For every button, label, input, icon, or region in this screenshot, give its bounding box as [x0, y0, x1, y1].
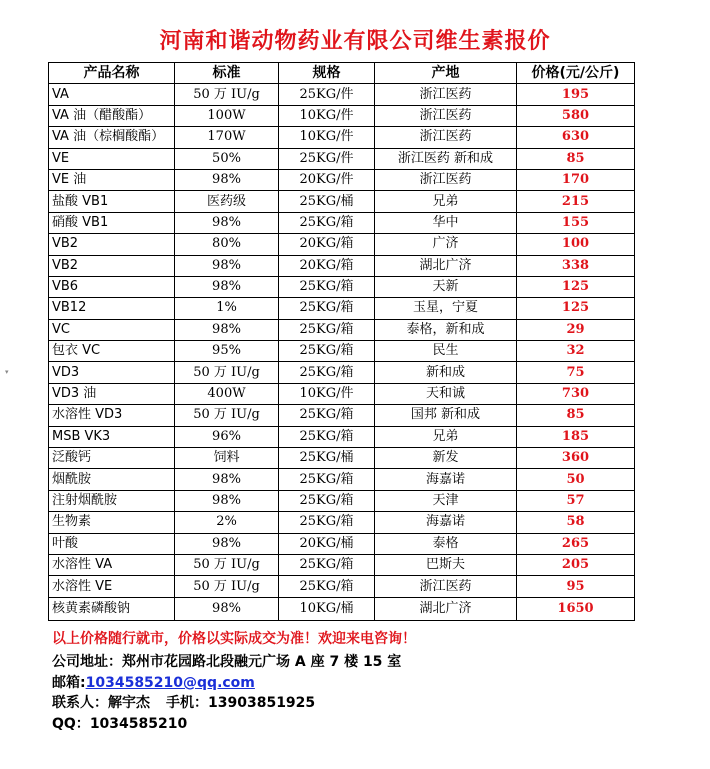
side-marker-icon: ▾ — [5, 368, 9, 376]
table-row — [49, 533, 635, 554]
cell-product-name: 烟酰胺 — [49, 469, 175, 490]
cell-standard: 50 万 IU/g — [175, 84, 279, 105]
table-row — [49, 405, 635, 426]
cell-spec: 25KG/箱 — [279, 576, 375, 597]
cell-product-name: VB6 — [49, 276, 175, 297]
cell-origin: 泰格，新和成 — [375, 319, 517, 340]
cell-price: 185 — [517, 426, 635, 447]
cell-standard: 400W — [175, 383, 279, 404]
cell-spec: 25KG/箱 — [279, 554, 375, 575]
cell-origin: 新发 — [375, 448, 517, 469]
cell-price: 100 — [517, 234, 635, 255]
cell-spec: 25KG/箱 — [279, 341, 375, 362]
cell-price: 58 — [517, 512, 635, 533]
qq-label: QQ： — [52, 716, 90, 732]
cell-product-name: VA 油（棕榈酸酯） — [49, 127, 175, 148]
cell-origin: 泰格 — [375, 533, 517, 554]
cell-price: 630 — [517, 127, 635, 148]
cell-spec: 25KG/箱 — [279, 298, 375, 319]
cell-origin: 浙江医药 — [375, 84, 517, 105]
contact-label: 联系人： — [52, 695, 108, 711]
cell-price: 1650 — [517, 597, 635, 620]
table-row — [49, 212, 635, 233]
cell-standard: 50% — [175, 148, 279, 169]
table-row — [49, 426, 635, 447]
cell-spec: 25KG/箱 — [279, 426, 375, 447]
cell-product-name: VB2 — [49, 234, 175, 255]
cell-product-name: VB12 — [49, 298, 175, 319]
cell-price: 215 — [517, 191, 635, 212]
address-value: 郑州市花园路北段融元广场 A 座 7 楼 15 室 — [122, 654, 402, 670]
qq-value: 1034585210 — [89, 716, 188, 732]
cell-spec: 25KG/箱 — [279, 212, 375, 233]
address-label: 公司地址： — [52, 654, 122, 670]
cell-spec: 25KG/箱 — [279, 512, 375, 533]
cell-standard: 98% — [175, 597, 279, 620]
cell-origin: 浙江医药 — [375, 576, 517, 597]
cell-spec: 25KG/件 — [279, 148, 375, 169]
cell-standard: 98% — [175, 469, 279, 490]
cell-spec: 25KG/箱 — [279, 405, 375, 426]
email-line — [52, 672, 255, 692]
phone-label: 手机： — [166, 695, 208, 711]
cell-price: 85 — [517, 405, 635, 426]
cell-standard: 1% — [175, 298, 279, 319]
cell-product-name: VD3 — [49, 362, 175, 383]
header-price: 价格(元/公斤) — [517, 63, 635, 84]
table-row — [49, 298, 635, 319]
cell-product-name: 盐酸 VB1 — [49, 191, 175, 212]
cell-price: 205 — [517, 554, 635, 575]
price-table — [48, 62, 635, 621]
cell-standard: 50 万 IU/g — [175, 576, 279, 597]
cell-price: 338 — [517, 255, 635, 276]
email-link[interactable]: 1034585210@qq.com — [85, 675, 255, 691]
cell-standard: 50 万 IU/g — [175, 405, 279, 426]
cell-price: 360 — [517, 448, 635, 469]
cell-origin: 国邦 新和成 — [375, 405, 517, 426]
address-line — [52, 651, 401, 671]
cell-spec: 10KG/件 — [279, 127, 375, 148]
cell-spec: 20KG/桶 — [279, 533, 375, 554]
cell-price: 170 — [517, 169, 635, 190]
table-row — [49, 383, 635, 404]
cell-price: 57 — [517, 490, 635, 511]
cell-origin: 天津 — [375, 490, 517, 511]
cell-spec: 25KG/箱 — [279, 276, 375, 297]
table-row — [49, 341, 635, 362]
cell-price: 29 — [517, 319, 635, 340]
cell-standard: 饲料 — [175, 448, 279, 469]
table-row — [49, 234, 635, 255]
table-row — [49, 362, 635, 383]
phone-value: 13903851925 — [208, 695, 316, 711]
table-row — [49, 469, 635, 490]
cell-origin: 浙江医药 新和成 — [375, 148, 517, 169]
cell-product-name: 水溶性 VE — [49, 576, 175, 597]
page-title: 河南和谐动物药业有限公司维生素报价 — [159, 29, 551, 54]
cell-standard: 95% — [175, 341, 279, 362]
header-origin: 产地 — [375, 63, 517, 84]
header-spec: 规格 — [279, 63, 375, 84]
table-row — [49, 169, 635, 190]
cell-product-name: VE — [49, 148, 175, 169]
cell-standard: 98% — [175, 212, 279, 233]
cell-origin: 天新 — [375, 276, 517, 297]
cell-product-name: VE 油 — [49, 169, 175, 190]
cell-spec: 20KG/箱 — [279, 255, 375, 276]
cell-product-name: 硝酸 VB1 — [49, 212, 175, 233]
cell-standard: 98% — [175, 490, 279, 511]
cell-spec: 25KG/箱 — [279, 469, 375, 490]
cell-price: 95 — [517, 576, 635, 597]
cell-product-name: VA — [49, 84, 175, 105]
price-notice: 以上价格随行就市，价格以实际成交为准！欢迎来电咨询！ — [52, 631, 416, 647]
cell-price: 580 — [517, 105, 635, 126]
cell-spec: 25KG/箱 — [279, 319, 375, 340]
table-row — [49, 576, 635, 597]
qq-line — [52, 713, 187, 733]
cell-spec: 25KG/桶 — [279, 448, 375, 469]
table-row — [49, 191, 635, 212]
table-row — [49, 276, 635, 297]
cell-spec: 25KG/箱 — [279, 362, 375, 383]
table-row — [49, 448, 635, 469]
cell-price: 155 — [517, 212, 635, 233]
header-product-name: 产品名称 — [49, 63, 175, 84]
cell-standard: 98% — [175, 319, 279, 340]
cell-price: 125 — [517, 298, 635, 319]
cell-origin: 广济 — [375, 234, 517, 255]
cell-standard: 50 万 IU/g — [175, 554, 279, 575]
cell-origin: 海嘉诺 — [375, 512, 517, 533]
cell-product-name: 水溶性 VD3 — [49, 405, 175, 426]
cell-standard: 96% — [175, 426, 279, 447]
cell-price: 195 — [517, 84, 635, 105]
table-row — [49, 127, 635, 148]
table-row — [49, 255, 635, 276]
cell-spec: 10KG/桶 — [279, 597, 375, 620]
table-header-row — [49, 63, 635, 84]
cell-product-name: VA 油（醋酸酯） — [49, 105, 175, 126]
cell-standard: 80% — [175, 234, 279, 255]
cell-price: 265 — [517, 533, 635, 554]
cell-standard: 98% — [175, 276, 279, 297]
cell-product-name: VB2 — [49, 255, 175, 276]
cell-standard: 2% — [175, 512, 279, 533]
cell-product-name: 泛酸钙 — [49, 448, 175, 469]
cell-product-name: 注射烟酰胺 — [49, 490, 175, 511]
cell-price: 125 — [517, 276, 635, 297]
cell-spec: 25KG/桶 — [279, 191, 375, 212]
cell-product-name: 叶酸 — [49, 533, 175, 554]
cell-origin: 兄弟 — [375, 191, 517, 212]
cell-standard: 50 万 IU/g — [175, 362, 279, 383]
cell-product-name: 包衣 VC — [49, 341, 175, 362]
contact-line — [52, 692, 315, 712]
cell-spec: 10KG/件 — [279, 383, 375, 404]
table-row — [49, 490, 635, 511]
header-standard: 标准 — [175, 63, 279, 84]
cell-price: 730 — [517, 383, 635, 404]
cell-origin: 民生 — [375, 341, 517, 362]
cell-origin: 天和诚 — [375, 383, 517, 404]
cell-origin: 新和成 — [375, 362, 517, 383]
cell-origin: 浙江医药 — [375, 105, 517, 126]
cell-origin: 湖北广济 — [375, 597, 517, 620]
cell-price: 85 — [517, 148, 635, 169]
cell-product-name: 核黄素磷酸钠 — [49, 597, 175, 620]
cell-product-name: 生物素 — [49, 512, 175, 533]
cell-standard: 170W — [175, 127, 279, 148]
cell-origin: 浙江医药 — [375, 127, 517, 148]
table-row — [49, 319, 635, 340]
cell-price: 50 — [517, 469, 635, 490]
cell-spec: 20KG/件 — [279, 169, 375, 190]
cell-standard: 98% — [175, 255, 279, 276]
table-row — [49, 148, 635, 169]
cell-origin: 玉星，宁夏 — [375, 298, 517, 319]
cell-spec: 10KG/件 — [279, 105, 375, 126]
table-row — [49, 84, 635, 105]
cell-price: 32 — [517, 341, 635, 362]
cell-origin: 华中 — [375, 212, 517, 233]
table-row — [49, 597, 635, 620]
cell-standard: 医药级 — [175, 191, 279, 212]
table-row — [49, 105, 635, 126]
cell-product-name: MSB VK3 — [49, 426, 175, 447]
cell-product-name: 水溶性 VA — [49, 554, 175, 575]
email-label: 邮箱: — [52, 675, 86, 691]
cell-spec: 25KG/件 — [279, 84, 375, 105]
cell-origin: 海嘉诺 — [375, 469, 517, 490]
cell-origin: 浙江医药 — [375, 169, 517, 190]
cell-origin: 湖北广济 — [375, 255, 517, 276]
contact-name: 解宇杰 — [108, 695, 150, 711]
cell-standard: 98% — [175, 533, 279, 554]
cell-spec: 25KG/箱 — [279, 490, 375, 511]
table-body — [49, 84, 635, 620]
cell-spec: 20KG/箱 — [279, 234, 375, 255]
cell-product-name: VC — [49, 319, 175, 340]
table-row — [49, 554, 635, 575]
cell-origin: 兄弟 — [375, 426, 517, 447]
cell-product-name: VD3 油 — [49, 383, 175, 404]
table-row — [49, 512, 635, 533]
cell-standard: 100W — [175, 105, 279, 126]
cell-origin: 巴斯夫 — [375, 554, 517, 575]
cell-standard: 98% — [175, 169, 279, 190]
cell-price: 75 — [517, 362, 635, 383]
